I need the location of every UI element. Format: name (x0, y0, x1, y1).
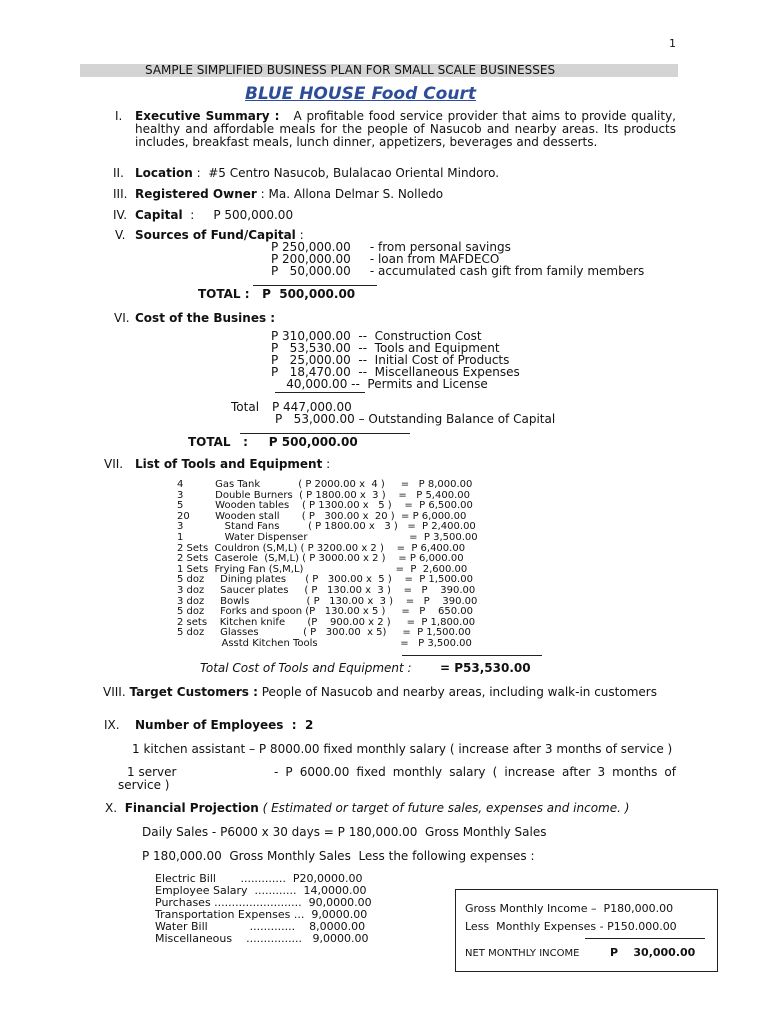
employee-role: 1 server (127, 765, 177, 779)
capital (135, 209, 293, 222)
expense-row: Miscellaneous ................ 9,0000.00 (155, 932, 369, 945)
executive-summary (135, 110, 676, 149)
tools-colon: : (326, 457, 331, 471)
owner-text: : Ma. Allona Delmar S. Nolledo (260, 187, 444, 201)
employee-line: - P 6000.00 fixed monthly salary ( increase after 3 months of service ) (118, 765, 676, 792)
sources-total: TOTAL : P 500,000.00 (198, 287, 356, 301)
tool-row: 3 Stand Fans ( P 1800.00 x 3 ) = P 2,400.00 (177, 521, 476, 533)
location-text: : #5 Centro Nasucob, Bulalacao Oriental Mindoro. (196, 166, 500, 180)
section-number: X. (105, 801, 118, 815)
tool-row: 1 Water Dispenser = P 3,500.00 (177, 532, 478, 543)
section-number: V. (115, 228, 126, 242)
financial (105, 802, 629, 815)
tools-total-label: Total Cost of Tools and Equipment : (200, 661, 412, 675)
tool-row: 2 Sets Couldron (S,M,L) ( P 3200.00 x 2 ) = P 6,400.00 (177, 542, 466, 554)
tool-row: 3 doz Saucer plates ( P 130.00 x 3 ) = P 390.00 (177, 585, 476, 596)
target-label: Target Customers : (129, 685, 258, 699)
subtotal-rule (275, 392, 365, 393)
expense-row: Electric Bill ............. P20,0000.00 (155, 872, 363, 885)
cost-label: Cost of the Busines : (135, 311, 276, 325)
executive-summary-text: A profitable food service provider that aims to provide quality, healthy and affordable meals for the people of Nasucob and nearby areas. Its products includes, breakfast meals, lunch dinner, appetizers, beverages and desserts. (135, 109, 676, 149)
business-title: BLUE HOUSE Food Court (245, 84, 476, 104)
location-label: Location (135, 166, 193, 180)
tool-row: 2 sets Kitchen knife (P 900.00 x 2 ) = P 1,800.00 (177, 616, 476, 628)
tool-row: 3 doz Bowls ( P 130.00 x 3 ) = P 390.00 (177, 595, 478, 607)
document-header: SAMPLE SIMPLIFIED BUSINESS PLAN FOR SMALL SCALE BUSINESSES (145, 63, 556, 77)
total-rule (402, 655, 542, 656)
tools-total-value: = P53,530.00 (440, 661, 531, 675)
tool-row: 5 doz Glasses ( P 300.00 x 5) = P 1,500.00 (177, 627, 471, 639)
source-line: P 50,000.00 - accumulated cash gift from family members (271, 264, 645, 278)
cost-total-value: P 447,000.00 (272, 400, 352, 414)
section-number: VII. (104, 457, 124, 471)
tool-row: 2 Sets Caserole (S,M,L) ( P 3000.00 x 2 ) = P 6,000.00 (177, 553, 464, 565)
expense-row: Employee Salary ............ 14,0000.00 (155, 884, 367, 897)
tool-row: 3 Double Burners ( P 1800.00 x 3 ) = P 5,400.00 (177, 489, 470, 501)
cost-balance: P 53,000.00 – Outstanding Balance of Capital (275, 412, 556, 426)
section-number: II. (113, 166, 124, 180)
tool-row: 4 Gas Tank ( P 2000.00 x 4 ) = P 8,000.00 (177, 479, 473, 490)
target-customers (103, 686, 676, 699)
source-line: P 200,000.00 - loan from MAFDECO (271, 252, 500, 266)
total-rule (240, 433, 410, 434)
gross-sales: P 180,000.00 Gross Monthly Sales Less the following expenses : (142, 849, 535, 863)
capital-text: : P 500,000.00 (190, 208, 294, 222)
less-expenses: Less Monthly Expenses - P150.000.00 (465, 920, 677, 933)
tool-row: 5 Wooden tables ( P 1300.00 x 5 ) = P 6,500.00 (177, 500, 473, 512)
executive-summary-label: Executive Summary : (135, 109, 280, 123)
cost-total-label: Total (231, 400, 260, 414)
location (135, 167, 499, 180)
cost-line: P 25,000.00 -- Initial Cost of Products (271, 353, 510, 367)
sources-colon: : (299, 228, 304, 242)
tool-row: 20 Wooden stall ( P 300.00 x 20 ) = P 6,000.00 (177, 510, 467, 522)
gross-income: Gross Monthly Income – P180,000.00 (465, 902, 674, 915)
tool-row: 1 Sets Frying Fan (S,M,L) = P 2,600.00 (177, 563, 468, 575)
net-income-label: NET MONTHLY INCOME (465, 948, 580, 959)
expense-row: Purchases ......................... 90,0000.00 (155, 896, 372, 909)
employees-label: Number of Employees : 2 (135, 718, 314, 732)
net-income-value: P 30,000.00 (610, 946, 696, 959)
section-number: VI. (114, 311, 130, 325)
total-rule (253, 285, 377, 286)
page-number: 1 (669, 37, 676, 50)
expense-row: Water Bill ............. 8,0000.00 (155, 920, 366, 933)
tools-heading (135, 458, 330, 471)
sources-label: Sources of Fund/Capital (135, 228, 296, 242)
cost-grand-total: TOTAL : P 500,000.00 (188, 435, 358, 449)
section-number: IV. (113, 208, 128, 222)
cost-line: P 18,470.00 -- Miscellaneous Expenses (271, 365, 520, 379)
net-rule (585, 938, 705, 939)
financial-note: ( Estimated or target of future sales, expenses and income. ) (262, 801, 630, 815)
section-number: IX. (104, 718, 120, 732)
target-text: People of Nasucob and nearby areas, including walk-in customers (261, 685, 657, 699)
daily-sales: Daily Sales - P6000 x 30 days = P 180,000.00 Gross Monthly Sales (142, 825, 547, 839)
section-number: I. (115, 109, 123, 123)
tool-row: 5 doz Forks and spoon (P 130.00 x 5 ) = P 650.00 (177, 606, 473, 618)
tools-label: List of Tools and Equipment (135, 457, 323, 471)
owner-label: Registered Owner (135, 187, 257, 201)
expense-row: Transportation Expenses ... 9,0000.00 (155, 908, 368, 921)
financial-label: Financial Projection (124, 801, 259, 815)
employee-line: 1 kitchen assistant – P 8000.00 fixed monthly salary ( increase after 3 months of service ) (132, 742, 673, 756)
cost-line: P 53,530.00 -- Tools and Equipment (271, 341, 500, 355)
capital-label: Capital (135, 208, 183, 222)
cost-line: P 310,000.00 -- Construction Cost (271, 329, 482, 343)
cost-line: 40,000.00 -- Permits and License (271, 377, 488, 391)
section-number: VIII. (103, 685, 126, 699)
source-line: P 250,000.00 - from personal savings (271, 240, 511, 254)
tool-row: 5 doz Dining plates ( P 300.00 x 5 ) = P 1,500.00 (177, 574, 473, 586)
registered-owner (135, 188, 443, 201)
tool-row: Asstd Kitchen Tools = P 3,500.00 (177, 638, 472, 649)
section-number: III. (113, 187, 128, 201)
